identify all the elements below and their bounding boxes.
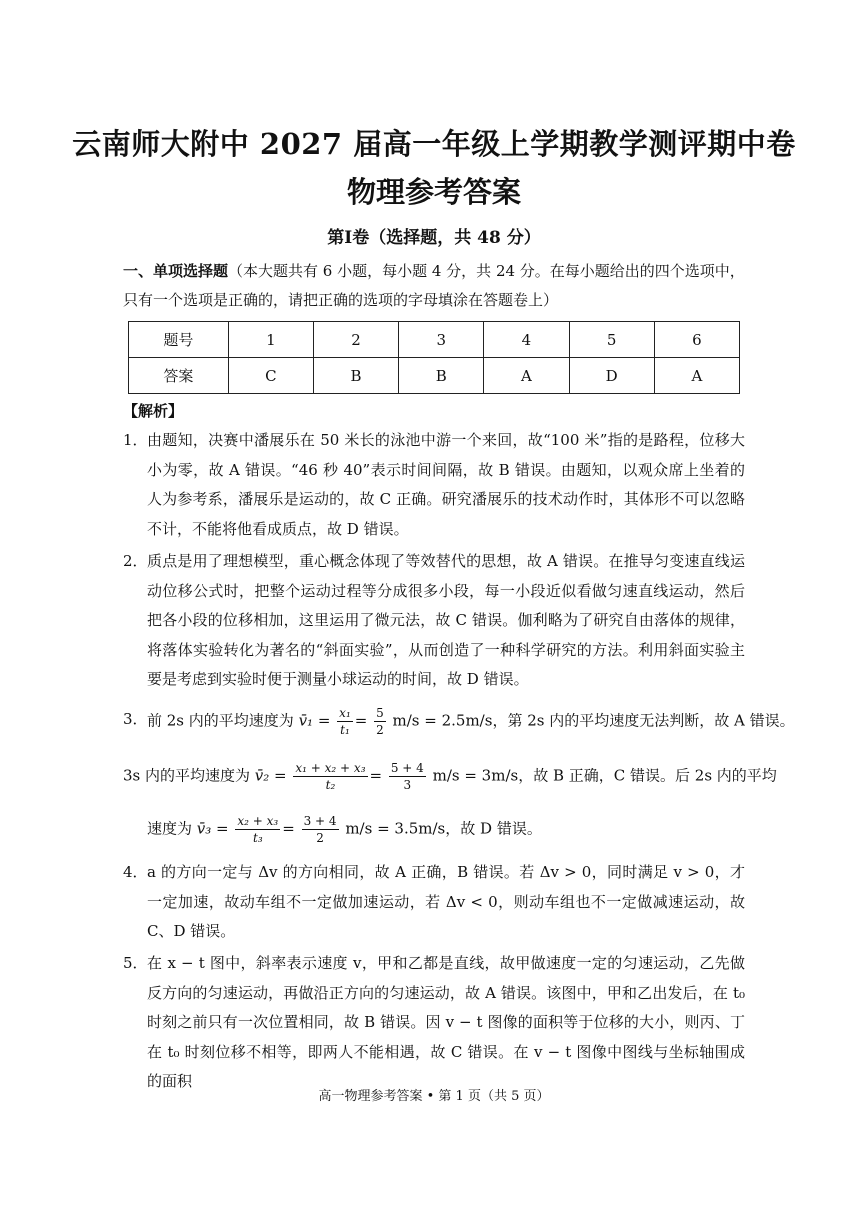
table-header-number: 题号 [129,322,229,358]
table-cell: C [228,358,313,394]
table-cell: A [484,358,569,394]
page-subtitle: 物理参考答案 [346,175,521,209]
answer-page: 云南师大附中 2027 届高一年级上学期教学测评期中卷 物理参考答案 第Ⅰ卷（选择题，共 48 分） 一、单项选择题（本大题共有 6 小题，每小题 4 分，共 24 分。在每小题给出的四个选项中， 只有一个选项是正确的，请把正确的选项的字母填涂在答题卷上） 题号 1 2 3 4 5 6 答案 C B B A D A 【解析】 1． 由题知，决赛中潘展乐在 50 米长的泳池中游一个来回，故“100 米”指的是路程，位移大小为零，故 A 错误。“46 秒 40”表示时间间隔，故 B 错误。由题知，以观众席上坐着的人为参考系，潘展乐是运动的，故 C 正确。研究潘展乐的技术动作时，其体形不可以忽略不计，不能将他看成质点，故 D 错误。 2． 质点是用了理想模型，重心概念体现了等效替代的思想，故 A 错误。在推导匀变速直线运动位移公式时，把整个运动过程等分成很多小段，每一小段近似看做匀速直线运动，然后把各小段的位移相加，这里运用了微元法，故 C 错误。伽利略为了研究自由落体的规律，将落体实验转化为著名的“斜面实验”，从而创造了一种科学研究的方法。利用斜面实验主要是考虑到实验时便于测量小球运动的时间，故 D 错误。 3． 前 2s 内的平均速度为 v̄₁ = $\frac{\text{x₁}}{\text{t₁}}$ = $\frac{5}{2}$ m/s = 2.5m/s，第 2s 内的平均速度无法判断，故 A 错误。 3s 内的平均速度为 v̄₂ = $\frac{\text{x₁ + x₂ + x₃}}{\text{t₂}}$ = $\frac{5 + 4}{3}$ m/s = 3m/s，故 B 正确，C 错误。后 2s 内的平均 速度为 v̄₃ = $\frac{\text{x₂ + x₃}}{\text{t₃}}$ = $\frac{3 + 4}{2}$ m/s = 3.5m/s，故 D 错误。 4． a 的方向一定与 Δv 的方向相同，故 A 正确，B 错误。若 Δv > 0，同时满足 v > 0，才一定加速，故动车组不一定做加速运动，若 Δv < 0，则动车组也不一定做减速运动，故 C、D 错误。 5． 在 x − t 图中，斜率表示速度 v，甲和乙都是直线，故甲做速度一定的匀速运动，乙先做反方向的匀速运动，再做沿正方向的匀速运动，故 A 错误。该图中，甲和乙出发后，在 t₀ 时刻之前只有一次位置相同，故 B 错误。因 v − t 图像的面积等于位移的大小，则丙、丁在 t₀ 时刻位移不相等，即两人不能相遇，故 C 错误。在 v − t 图像中图线与坐标轴围成的面积 高一物理参考答案 • 第 1 页（共 5 页） [0,0,868,1227]
answer-table [128,321,740,394]
instructions-line-1: 一、单项选择题（本大题共有 6 小题，每小题 4 分，共 24 分。在每小题给出的四个选项中， [123,262,745,280]
table-cell: B [399,358,484,394]
q3-line-2: 3s 内的平均速度为 v̄₂ = $\frac{\text{x₁ + x₂ + x₃}}{\text{t₂}}$ = $\frac{5 + 4}{3}$ m/s = 3m/s，故 B 正确，C 错误。后 2s 内的平均 [123,761,777,792]
analysis-item-4: 4． a 的方向一定与 Δv 的方向相同，故 A 正确，B 错误。若 Δv > 0，同时满足 v > 0，才一定加速，故动车组不一定做加速运动，若 Δv < 0，则动车组也不一定做减速运动，故 C、D 错误。 [123,863,745,940]
q3-line-3: 速度为 v̄₃ = $\frac{\text{x₂ + x₃}}{\text{t₃}}$ = $\frac{3 + 4}{2}$ m/s = 3.5m/s，故 D 错误。 [147,814,542,845]
instructions-line-2: 只有一个选项是正确的，请把正确的选项的字母填涂在答题卷上） [123,291,559,309]
q3-line-1: 前 2s 内的平均速度为 v̄₁ = $\frac{\text{x₁}}{\text{t₁}}$ = $\frac{5}{2}$ m/s = 2.5m/s，第 2s 内的平均速度无法判断，故 A 错误。 [147,706,795,737]
analysis-item-2: 2． 质点是用了理想模型，重心概念体现了等效替代的思想，故 A 错误。在推导匀变速直线运动位移公式时，把整个运动过程等分成很多小段，每一小段近似看做匀速直线运动，然后把各小段的位移相加，这里运用了微元法，故 C 错误。伽利略为了研究自由落体的规律，将落体实验转化为著名的“斜面实验”，从而创造了一种科学研究的方法。利用斜面实验主要是考虑到实验时便于测量小球运动的时间，故 D 错误。 [123,552,745,688]
table-row-answers [129,358,740,394]
table-cell: A [654,358,739,394]
table-cell: 2 [313,322,398,358]
table-header-answer: 答案 [129,358,229,394]
table-cell: D [569,358,654,394]
table-cell: B [313,358,398,394]
section-title: 第Ⅰ卷（选择题，共 48 分） [327,228,541,248]
table-cell: 5 [569,322,654,358]
page-title: 云南师大附中 2027 届高一年级上学期教学测评期中卷 [72,127,796,161]
table-cell: 6 [654,322,739,358]
table-row-numbers [129,322,740,358]
table-cell: 3 [399,322,484,358]
analysis-item-5: 5． 在 x − t 图中，斜率表示速度 v，甲和乙都是直线，故甲做速度一定的匀速运动，乙先做反方向的匀速运动，再做沿正方向的匀速运动，故 A 错误。该图中，甲和乙出发后，在 t₀ 时刻之前只有一次位置相同，故 B 错误。因 v − t 图像的面积等于位移的大小，则丙、丁在 t₀ 时刻位移不相等，即两人不能相遇，故 C 错误。在 v − t 图像中图线与坐标轴围成的面积 [123,954,745,1090]
part-label: 一、单项选择题 [123,262,229,280]
table-cell: 1 [228,322,313,358]
analysis-item-1: 1． 由题知，决赛中潘展乐在 50 米长的泳池中游一个来回，故“100 米”指的是路程，位移大小为零，故 A 错误。“46 秒 40”表示时间间隔，故 B 错误。由题知，以观众席上坐着的人为参考系，潘展乐是运动的，故 C 正确。研究潘展乐的技术动作时，其体形不可以忽略不计，不能将他看成质点，故 D 错误。 [123,431,745,538]
table-cell: 4 [484,322,569,358]
page-footer: 高一物理参考答案 • 第 1 页（共 5 页） [318,1089,550,1104]
analysis-label: 【解析】 [123,402,184,420]
